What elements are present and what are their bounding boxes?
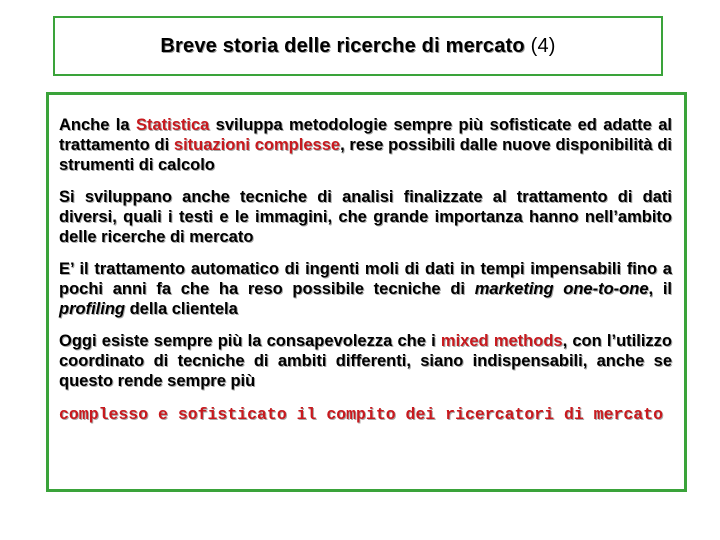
p3-italic-marketing: marketing one-to-one — [474, 280, 649, 298]
p3-italic-profiling: profiling — [59, 300, 125, 318]
p4-text-a: Oggi esiste sempre più la consapevolezza che i — [59, 332, 441, 350]
p4-text-b: , con l’utilizzo coordinato di tecniche di ambiti differenti, siano indispensabili, anche se questo rende sempre più — [59, 332, 672, 390]
p3-text-b: , il — [648, 280, 672, 298]
title-box — [53, 16, 663, 76]
p3-text-c: della clientela — [124, 300, 238, 318]
paragraph-mixed-methods — [59, 331, 672, 391]
p1-text-b: sviluppa metodologie sempre più sofisticate ed adatte al trattamento di — [59, 116, 672, 154]
title-number: (4) — [530, 34, 556, 57]
final-statement: complesso e sofisticato il compito dei ricercatori di mercato — [59, 405, 663, 424]
p4-highlight-mixed: mixed methods — [440, 332, 563, 350]
p1-text-c: , rese possibili dalle nuove disponibilità di strumenti di calcolo — [59, 136, 673, 174]
paragraph-statistica — [59, 115, 672, 175]
title-main: Breve storia delle ricerche di mercato — [160, 34, 525, 57]
paragraph-trattamento — [59, 259, 672, 319]
p1-text-a: Anche la — [59, 116, 136, 134]
p1-highlight-situazioni: situazioni complesse — [173, 136, 341, 154]
slide-title — [160, 35, 555, 58]
p1-highlight-statistica: Statistica — [135, 116, 210, 134]
p3-text-a: E’ il trattamento automatico di ingenti moli di dati in tempi impensabili fino a pochi anni fa che ha reso possibile tecniche di — [59, 260, 672, 298]
content-box — [46, 92, 687, 492]
paragraph-analisi — [59, 187, 672, 247]
p2-text: Si sviluppano anche tecniche di analisi finalizzate al trattamento di dati diversi, quali i testi e le immagini, che grande importanza hanno nell’ambito delle ricerche di mercato — [59, 188, 672, 246]
